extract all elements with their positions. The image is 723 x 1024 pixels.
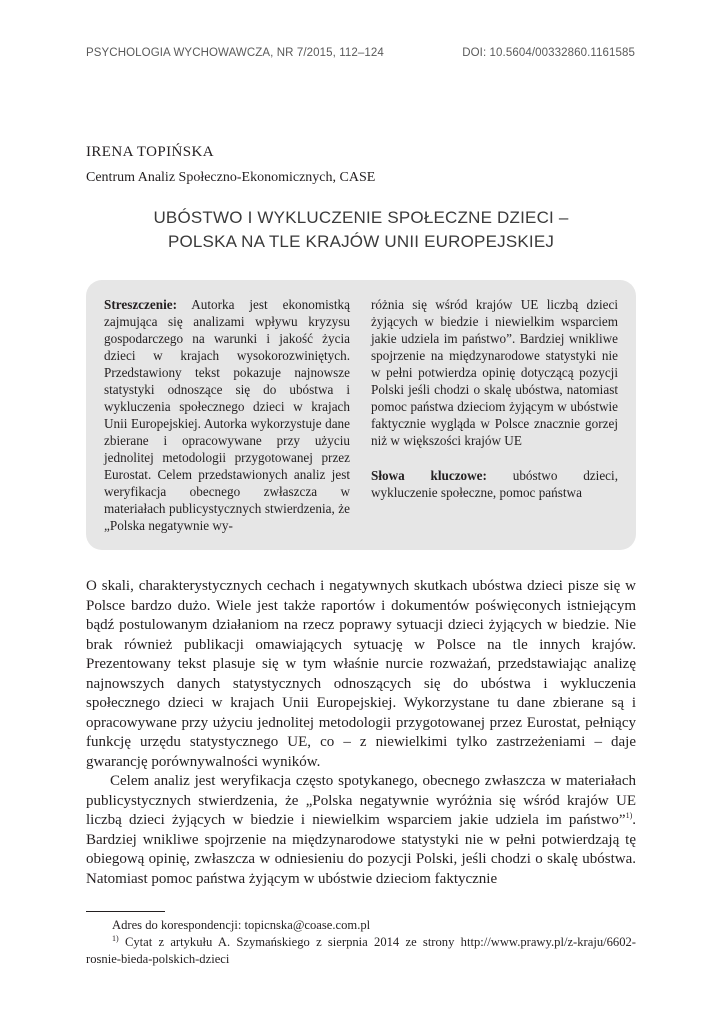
footnote-divider (86, 911, 165, 912)
abstract-column-right (371, 296, 618, 501)
correspondence-footnote: Adres do korespondencji: topicnska@coase.com.pl (112, 918, 371, 932)
abstract-label: Streszczenie: (104, 297, 177, 312)
title-line-1: UBÓSTWO I WYKLUCZENIE SPOŁECZNE DZIECI – (153, 208, 569, 227)
keywords-label: Słowa kluczowe: (371, 468, 487, 483)
abstract-text-right: różnia się wśród krajów UE liczbą dzieci żyjących w biedzie i niewielkim wsparciem jakie udziela im państwo”. Bardziej wnikliwe spojrzenie na międzynarodowe statystyki nie w pełni potwierdza opinię dotyczącą pozycji Polski jeśli chodzi o skalę ubóstwa, natomiast pomoc państwa dzieciom żyjącym w ubóstwie faktycznie wygląda w Polsce znacznie gorzej niż w większości krajów UE (371, 297, 618, 448)
footnote-ref: 1) (625, 811, 633, 820)
footnote-1-mark: 1) (112, 933, 119, 943)
author-affiliation: Centrum Analiz Społeczno-Ekonomicznych, CASE (86, 170, 376, 185)
keywords-text: ubóstwo dzieci, wykluczenie społeczne, pomoc państwa (371, 468, 618, 500)
article-body (86, 577, 636, 889)
article-title (86, 206, 636, 254)
keywords (371, 467, 618, 501)
body-paragraph-1: O skali, charakterystycznych cechach i negatywnych skutkach ubóstwa dzieci pisze się w Polsce bardzo dużo. Wiele jest także raportów i dokumentów poświęconych istniejącym bądź postulowanym działaniom na rzecz poprawy sytuacji dzieci żyjących w biedzie. Nie brak również publikacji omawiających sytuację w Polsce na tle innych krajów. Prezentowany tekst plasuje się w tym właśnie nurcie rozważań, przedstawiając analizę najnowszych danych statystycznych odnoszących się do ubóstwa i wykluczenia społecznego dzieci w krajach Unii Europejskiej. Wykorzystane tu dane zbierane są i opracowywane przy użyciu jednolitej metodologii przygotowanej przez Eurostat, pełniący funkcję urzędu statystycznego UE, co – z niewielkimi tylko zastrzeżeniami – daje gwarancję porównywalności wyników. (86, 578, 636, 770)
title-line-2: POLSKA NA TLE KRAJÓW UNII EUROPEJSKIEJ (167, 232, 555, 251)
footnote-1 (86, 934, 636, 968)
author-name: IRENA TOPIŃSKA (86, 144, 214, 160)
body-paragraph-2 (86, 772, 636, 889)
abstract-text-left: Autorka jest ekonomistką zajmująca się analizami wpływu kryzysu gospodarczego na warunki i jakość życia dzieci w krajach wysokorozwiniętych. Przedstawiony tekst pokazuje najnowsze statystyki odnoszące się do ubóstwa i wykluczenia społecznego dzieci w krajach Unii Europejskiej. Autorka wykorzystuje dane zbierane i opracowywane przy użyciu jednolitej metodologii przygotowanej przez Eurostat. Celem przedstawionych analiz jest weryfikacja obecnego zwłaszcza w materiałach publicystycznych stwierdzenia, że „Polska negatywnie wy- (104, 297, 350, 533)
paragraph-2-continuation: . Bardziej wnikliwe spojrzenie na międzynarodowe statystyki nie w pełni potwierdzają tę obiegową opinię, zwłaszcza w odniesieniu do pozycji Polski, jeśli chodzi o skalę ubóstwa. Natomiast pomoc państwa żyjącym w ubóstwie dzieciom faktycznie (86, 812, 636, 887)
doi-header: DOI: 10.5604/00332860.1161585 (462, 47, 635, 59)
abstract-column-left (104, 296, 350, 534)
journal-header: PSYCHOLOGIA WYCHOWAWCZA, NR 7/2015, 112–124 (86, 47, 384, 59)
footnote-1-text: Cytat z artykułu A. Szymańskiego z sierpnia 2014 ze strony http://www.prawy.pl/z-kraju/6602-rosnie-bieda-polskich-dzieci (86, 935, 636, 966)
paragraph-2-text: Celem analiz jest weryfikacja często spotykanego, obecnego zwłaszcza w materiałach publicystycznych stwierdzenia, że „Polska negatywnie wyróżnia się wśród krajów UE liczbą dzieci żyjących w biedzie i niewielkim wsparciem jakie udziela im państwo” (86, 773, 636, 828)
